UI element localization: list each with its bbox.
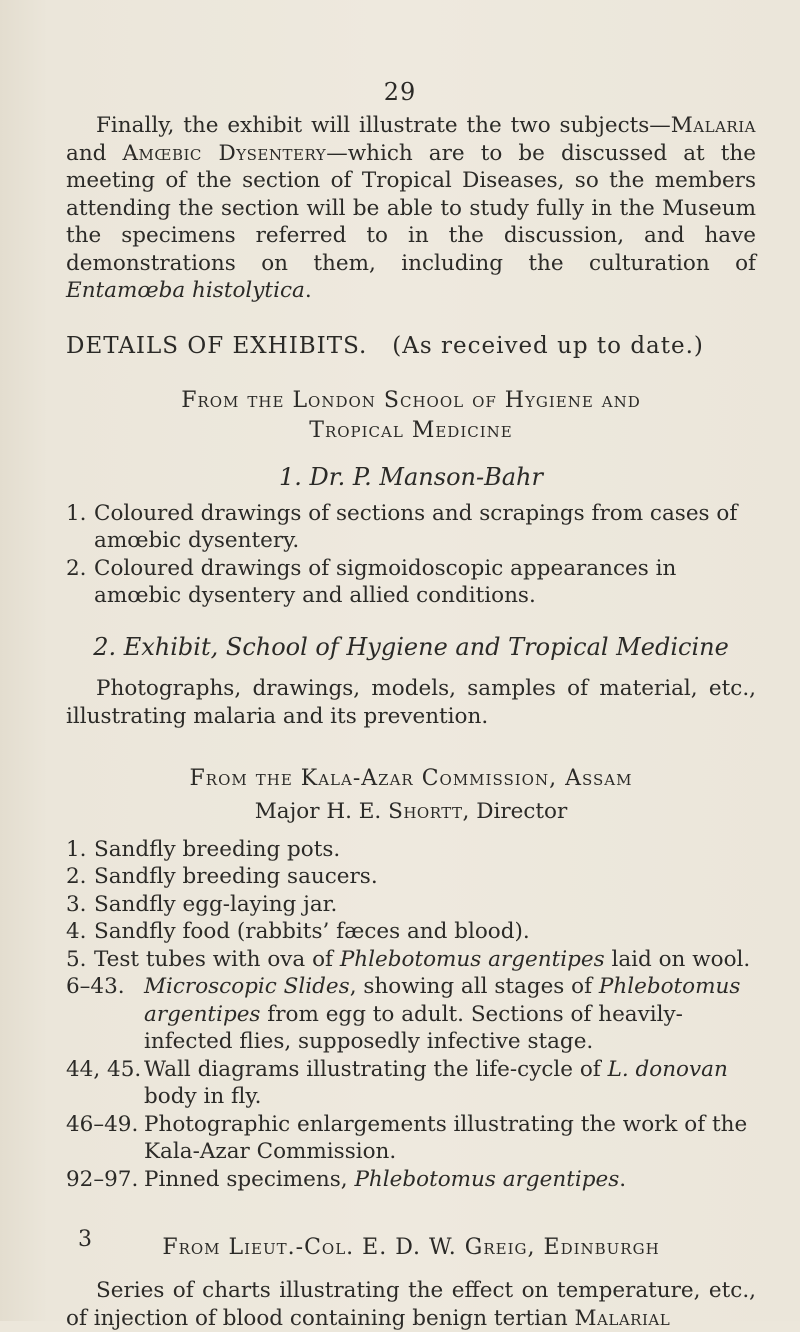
signature-mark: 3 <box>78 1227 92 1252</box>
section1-subheading: 1. Dr. P. Manson-Bahr <box>279 463 543 491</box>
list-item-number: 2. <box>66 864 87 889</box>
list-item-number: 6–43. <box>66 974 125 999</box>
director-name: Shortt <box>388 799 463 824</box>
list-item-text: Sandfly egg-laying jar. <box>94 891 338 917</box>
list-item <box>66 1111 756 1166</box>
section1-heading-line2: Tropical Medicine <box>309 418 513 443</box>
intro-paragraph <box>66 112 756 305</box>
list-item-text: Test tubes with ova of <box>94 946 340 972</box>
list-item-number: 4. <box>66 919 87 944</box>
list-item <box>66 863 756 891</box>
section3-paragraph <box>66 1277 756 1332</box>
list-item-text: Sandfly food (rabbits’ fæces and blood). <box>94 919 530 944</box>
details-title <box>66 333 756 361</box>
list-item-text: Sandfly breeding pots. <box>94 836 341 862</box>
species-name: L. donovan <box>607 1056 728 1082</box>
page-number: 29 <box>383 78 417 106</box>
section-greig <box>66 1233 756 1332</box>
page-content <box>66 112 756 1332</box>
list-item-number: 5. <box>66 946 87 972</box>
list-item <box>66 500 756 555</box>
intro-entamoeba: Entamœba histolytica <box>66 278 305 303</box>
list-item-text: , showing all stages of <box>349 974 599 999</box>
list-item-text: Coloured drawings of sigmoidoscopic appearances in amœbic dysentery and allied conditions. <box>94 555 677 608</box>
list-item <box>66 946 756 974</box>
intro-text-5: —which are to be discussed at the meeting of the section of Tropical Diseases, so the members attending the section will be able to study fully in the Museum the specimens referred to in the discussion, and have demonstrations on them, including the culturation of <box>66 140 756 276</box>
list-item-text: Wall diagrams illustrating the life-cycle of <box>144 1056 608 1082</box>
section3-heading: From Lieut.-Col. E. D. W. Greig, Edinburgh <box>162 1235 660 1260</box>
director-suffix: , Director <box>462 799 568 824</box>
list-item-text: Pinned specimens, <box>144 1166 355 1192</box>
list-item-number: 44, 45. <box>66 1056 142 1082</box>
list-item-number: 1. <box>66 500 87 526</box>
intro-malaria: Malaria <box>670 113 756 138</box>
list-item-text: from egg to adult. Sections of heavily-infected flies, supposedly infective stage. <box>144 1001 683 1054</box>
section3-text: Series of charts illustrating the effect on temperature, etc., of injection of blood containing benign tertian <box>66 1278 756 1331</box>
section2-heading: From the Kala-Azar Commission, Assam <box>189 766 633 791</box>
list-item <box>66 1166 756 1194</box>
list-item-number: 2. <box>66 555 87 581</box>
list-item <box>66 973 756 1056</box>
section-kala-azar <box>66 764 756 1193</box>
details-title-main: DETAILS OF EXHIBITS. <box>66 332 368 359</box>
intro-text-7: . <box>304 278 312 303</box>
section1-paragraph: Photographs, drawings, models, samples of material, etc., illustrating malaria and its prevention. <box>66 676 756 729</box>
section-london-school <box>66 386 756 730</box>
section1-list <box>66 500 756 610</box>
intro-text-3: and <box>66 140 123 166</box>
intro-amoebic-dysentery: Amœbic Dysentery <box>122 140 327 166</box>
list-item <box>66 836 756 864</box>
section1-subheading2: 2. Exhibit, School of Hygiene and Tropical Medicine <box>93 632 729 661</box>
list-item-number: 92–97. <box>66 1166 139 1192</box>
species-name: Phlebotomus argentipes <box>354 1166 620 1192</box>
list-item-text: Photographic enlargements illustrating the work of the Kala-Azar Commission. <box>144 1111 748 1164</box>
species-name: Phlebotomus argentipes <box>339 946 605 972</box>
list-item-text: Sandfly breeding saucers. <box>94 864 378 889</box>
section2-list <box>66 836 756 974</box>
section1-heading-line1: From the London School of Hygiene and <box>181 388 641 413</box>
list-item <box>66 1056 756 1111</box>
intro-text-1: Finally, the exhibit will illustrate the two subjects— <box>96 113 671 138</box>
slides-label: Microscopic Slides <box>144 974 350 999</box>
list-item-number: 1. <box>66 836 87 862</box>
species-name: Phlebotomus argentipes <box>144 974 741 1027</box>
list-item-number: 46–49. <box>66 1111 139 1137</box>
list-item <box>66 918 756 946</box>
list-item <box>66 891 756 919</box>
director-prefix: Major H. E. <box>254 799 389 824</box>
list-item <box>66 555 756 610</box>
list-item-text: body in fly. <box>144 1084 262 1109</box>
section3-malarial: Malarial <box>574 1305 671 1331</box>
list-item-number: 3. <box>66 891 87 917</box>
section2-director <box>66 798 756 826</box>
list-item-text: . <box>619 1166 627 1192</box>
list-item-text: laid on wool. <box>604 946 751 972</box>
section2-range-list <box>66 973 756 1193</box>
list-item-text: Coloured drawings of sections and scrapings from cases of amœbic dysentery. <box>94 500 738 553</box>
details-title-note: (As received up to date.) <box>392 332 704 359</box>
